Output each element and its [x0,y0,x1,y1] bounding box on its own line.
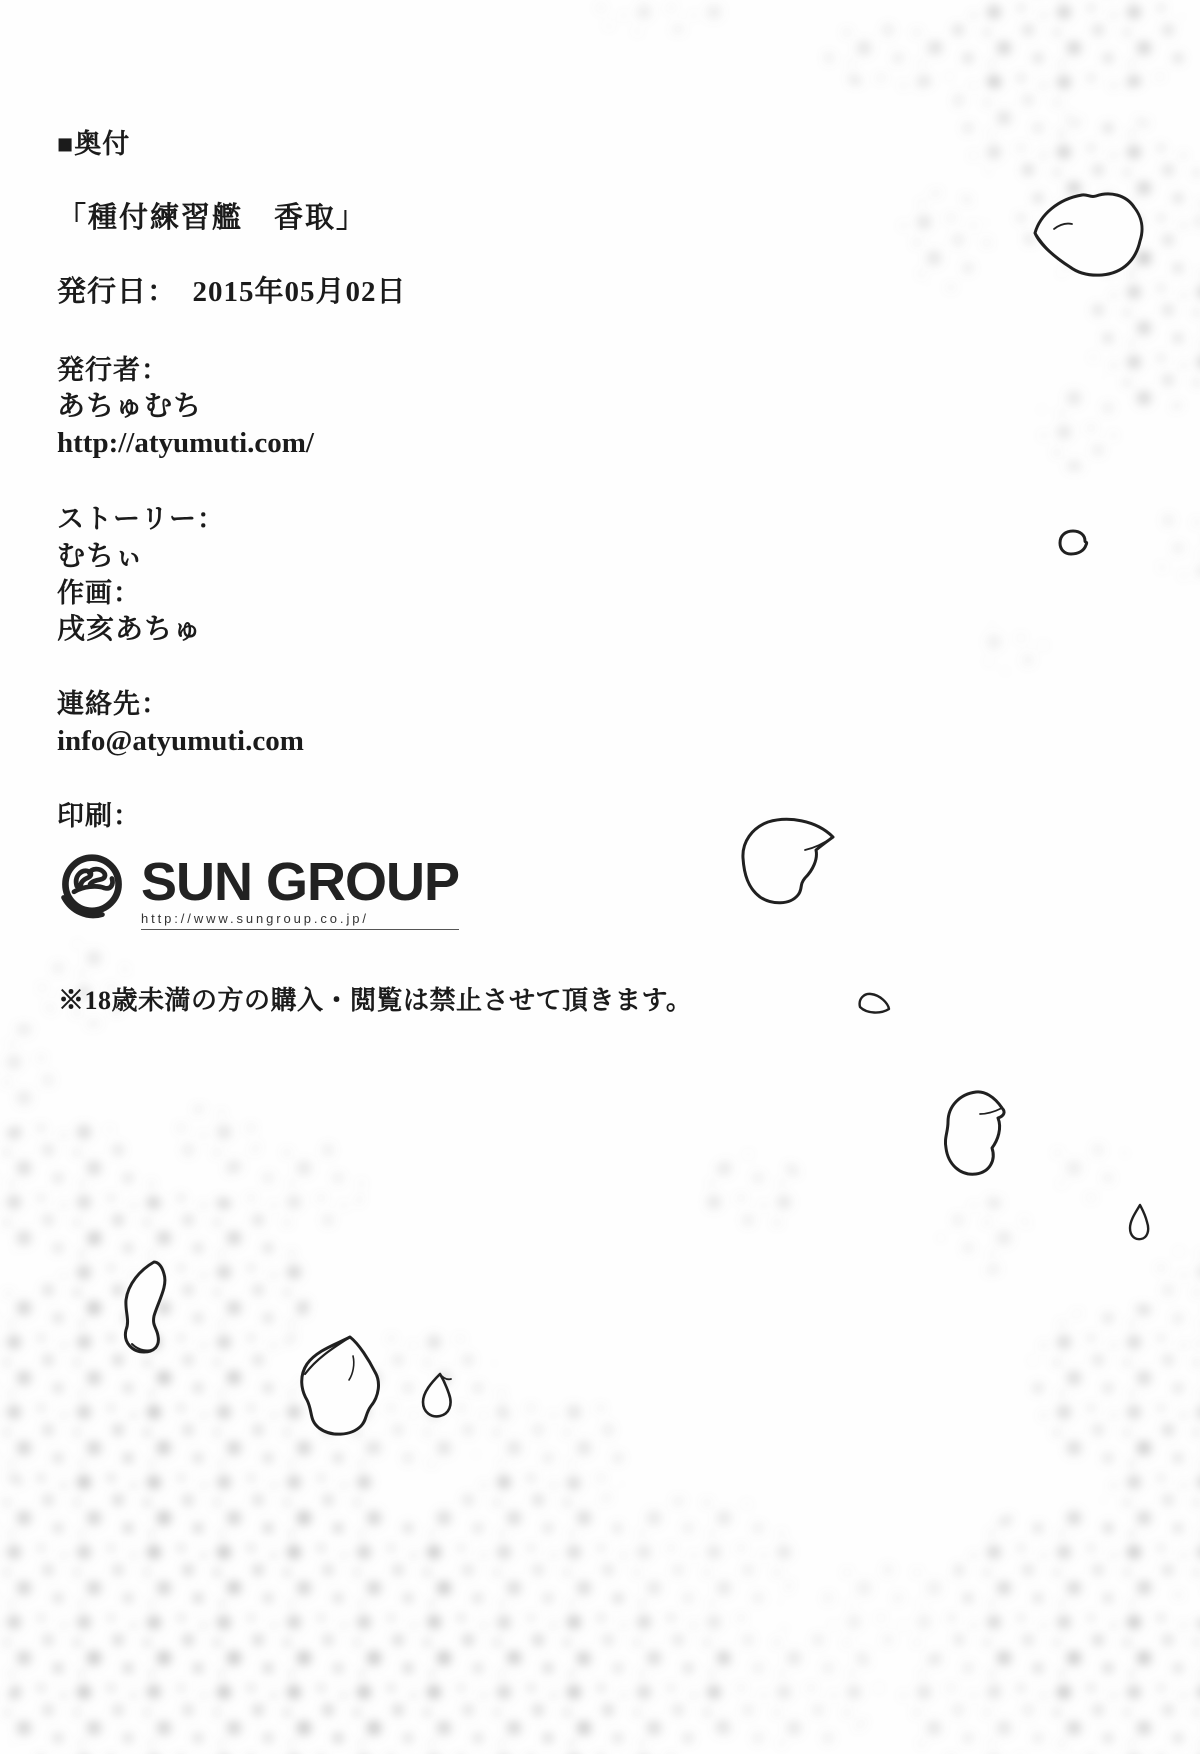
age-restriction-notice: ※18歳未満の方の購入・閲覧は禁止させて頂きます。 [58,986,693,1015]
sakura-petal-outline [743,819,833,902]
publisher-name: あちゅむち [57,391,203,422]
publish-date-line: 発行日： 2015年05月02日 [57,276,407,308]
printer-label: 印刷： [57,801,141,831]
lace-bottom-left [0,1118,947,1754]
lace-bottom-right [895,1247,1200,1754]
story-author: むちぃ [57,541,145,572]
publisher-label: 発行者： [57,355,169,385]
contact-label: 連絡先： [57,689,169,719]
lace-top-right [585,0,1200,673]
sun-group-circle-s-mark-icon [55,849,129,927]
sakura-petal-outline [945,1092,1004,1174]
contact-email: info@atyumuti.com [57,725,304,757]
printer-logo [55,849,459,930]
printer-company-url: http://www.sungroup.co.jp/ [141,911,459,930]
art-author: 戌亥あちゅ [57,614,203,645]
sakura-petal-outline [860,994,889,1013]
story-label: ストーリー： [57,504,225,534]
art-label: 作画： [57,578,141,608]
book-title: 「種付練習艦 香取」 [57,202,368,234]
sakura-petal-outline [1130,1205,1148,1239]
publisher-url: http://atyumuti.com/ [57,427,314,459]
printer-company-name: SUN GROUP [141,852,460,912]
section-header: ■奥付 [57,129,131,159]
sakura-petal-outline [1060,531,1087,554]
